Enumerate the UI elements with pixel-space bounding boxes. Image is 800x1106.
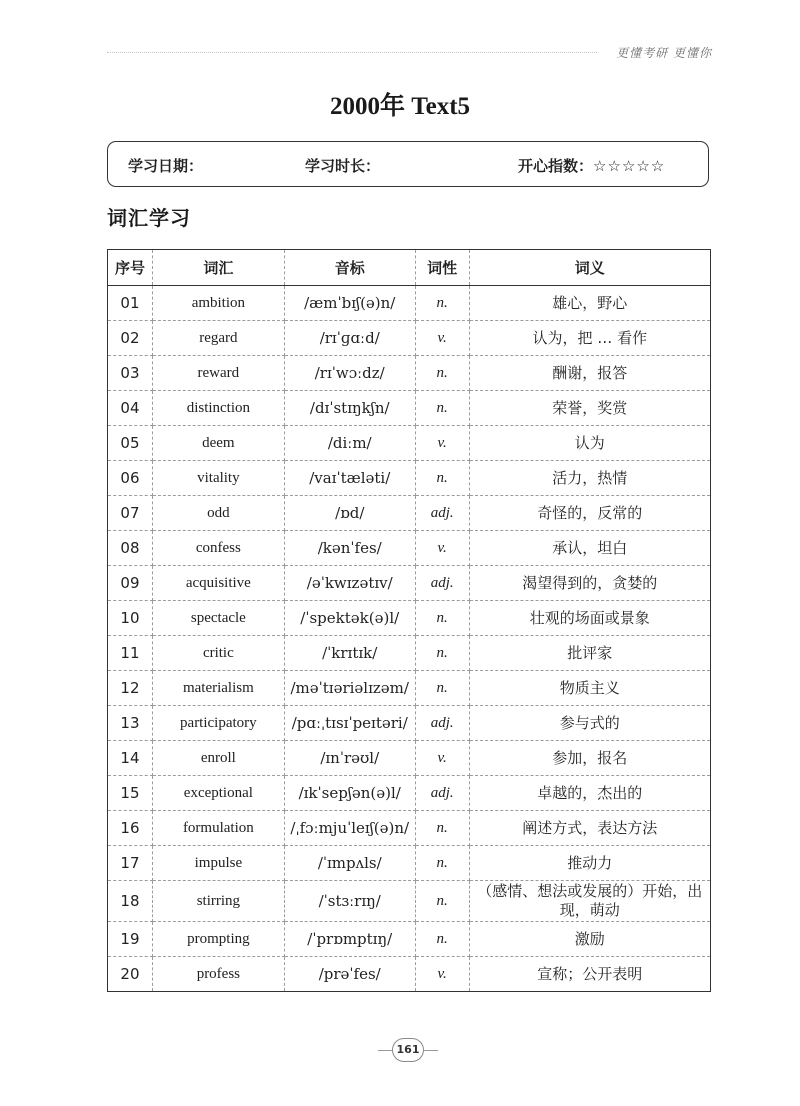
meaning-cell: 认为	[469, 426, 710, 461]
meaning-cell: （感情、想法或发展的）开始，出现，萌动	[469, 881, 710, 922]
phonetic-cell: /ˈprɒmptɪŋ/	[284, 922, 415, 957]
table-row	[108, 846, 711, 881]
meaning-cell: 活力，热情	[469, 461, 710, 496]
part-of-speech-cell: n.	[415, 286, 469, 321]
section-title: 词汇学习	[107, 206, 191, 230]
word-cell: profess	[152, 957, 284, 992]
word-index-cell: 08	[108, 531, 153, 566]
phonetic-cell: /əˈkwɪzətɪv/	[284, 566, 415, 601]
word-cell: reward	[152, 356, 284, 391]
header-rule	[107, 52, 597, 53]
part-of-speech-cell: n.	[415, 811, 469, 846]
phonetic-cell: /məˈtɪəriəlɪzəm/	[284, 671, 415, 706]
phonetic-cell: /vaɪˈtæləti/	[284, 461, 415, 496]
meaning-cell: 壮观的场面或景象	[469, 601, 710, 636]
page-number-badge	[392, 1038, 424, 1062]
part-of-speech-cell: n.	[415, 601, 469, 636]
part-of-speech-cell: n.	[415, 846, 469, 881]
vocabulary-rows	[108, 286, 711, 992]
word-index-cell: 05	[108, 426, 153, 461]
table-row	[108, 601, 711, 636]
word-index-cell: 01	[108, 286, 153, 321]
table-row	[108, 922, 711, 957]
happiness-label: 开心指数：	[518, 157, 594, 175]
part-of-speech-cell: v.	[415, 957, 469, 992]
phonetic-cell: /prəˈfes/	[284, 957, 415, 992]
word-index-cell: 14	[108, 741, 153, 776]
word-index-cell: 17	[108, 846, 153, 881]
phonetic-cell: /ˈkrɪtɪk/	[284, 636, 415, 671]
phonetic-cell: /kənˈfes/	[284, 531, 415, 566]
study-info-box	[107, 141, 709, 187]
meaning-cell: 认为，把 … 看作	[469, 321, 710, 356]
word-cell: stirring	[152, 881, 284, 922]
table-row	[108, 881, 711, 922]
part-of-speech-cell: adj.	[415, 496, 469, 531]
phonetic-cell: /dɪˈstɪŋkʃn/	[284, 391, 415, 426]
phonetic-cell: /ɒd/	[284, 496, 415, 531]
word-cell: regard	[152, 321, 284, 356]
meaning-cell: 荣誉，奖赏	[469, 391, 710, 426]
word-cell: spectacle	[152, 601, 284, 636]
table-row	[108, 356, 711, 391]
word-cell: critic	[152, 636, 284, 671]
page-number: 161	[392, 1038, 424, 1062]
part-of-speech-cell: adj.	[415, 566, 469, 601]
table-row	[108, 636, 711, 671]
happiness-index	[518, 155, 665, 176]
part-of-speech-cell: v.	[415, 741, 469, 776]
phonetic-cell: /rɪˈwɔːdz/	[284, 356, 415, 391]
word-cell: vitality	[152, 461, 284, 496]
meaning-cell: 宣称；公开表明	[469, 957, 710, 992]
page-number-rule-left	[378, 1050, 392, 1051]
col-header-word: 词汇	[152, 250, 284, 286]
meaning-cell: 雄心，野心	[469, 286, 710, 321]
table-row	[108, 811, 711, 846]
table-row	[108, 391, 711, 426]
table-row	[108, 496, 711, 531]
meaning-cell: 卓越的，杰出的	[469, 776, 710, 811]
word-index-cell: 07	[108, 496, 153, 531]
part-of-speech-cell: v.	[415, 426, 469, 461]
vocabulary-table	[107, 249, 711, 992]
table-row	[108, 957, 711, 992]
part-of-speech-cell: n.	[415, 671, 469, 706]
meaning-cell: 批评家	[469, 636, 710, 671]
word-index-cell: 09	[108, 566, 153, 601]
col-header-pos: 词性	[415, 250, 469, 286]
meaning-cell: 奇怪的，反常的	[469, 496, 710, 531]
word-cell: prompting	[152, 922, 284, 957]
meaning-cell: 酬谢，报答	[469, 356, 710, 391]
header-slogan: 更懂考研 更懂你	[616, 46, 712, 60]
word-index-cell: 12	[108, 671, 153, 706]
word-index-cell: 18	[108, 881, 153, 922]
meaning-cell: 阐述方式，表达方法	[469, 811, 710, 846]
part-of-speech-cell: adj.	[415, 776, 469, 811]
word-cell: ambition	[152, 286, 284, 321]
word-index-cell: 02	[108, 321, 153, 356]
col-header-phonetic: 音标	[284, 250, 415, 286]
col-header-index: 序号	[108, 250, 153, 286]
part-of-speech-cell: adj.	[415, 706, 469, 741]
word-cell: distinction	[152, 391, 284, 426]
star-rating-icon[interactable]: ☆☆☆☆☆	[593, 157, 666, 175]
meaning-cell: 推动力	[469, 846, 710, 881]
word-cell: acquisitive	[152, 566, 284, 601]
word-index-cell: 11	[108, 636, 153, 671]
table-row	[108, 461, 711, 496]
meaning-cell: 物质主义	[469, 671, 710, 706]
word-cell: enroll	[152, 741, 284, 776]
word-index-cell: 20	[108, 957, 153, 992]
word-index-cell: 13	[108, 706, 153, 741]
study-duration-label: 学习时长：	[305, 157, 381, 175]
word-index-cell: 16	[108, 811, 153, 846]
meaning-cell: 渴望得到的，贪婪的	[469, 566, 710, 601]
phonetic-cell: /pɑːˌtɪsɪˈpeɪtəri/	[284, 706, 415, 741]
word-index-cell: 06	[108, 461, 153, 496]
meaning-cell: 激励	[469, 922, 710, 957]
phonetic-cell: /diːm/	[284, 426, 415, 461]
table-row	[108, 566, 711, 601]
word-cell: materialism	[152, 671, 284, 706]
table-row	[108, 671, 711, 706]
word-index-cell: 04	[108, 391, 153, 426]
part-of-speech-cell: n.	[415, 881, 469, 922]
phonetic-cell: /ɪkˈsepʃən(ə)l/	[284, 776, 415, 811]
word-cell: impulse	[152, 846, 284, 881]
phonetic-cell: /ˈɪmpʌls/	[284, 846, 415, 881]
part-of-speech-cell: n.	[415, 922, 469, 957]
phonetic-cell: /ˌfɔːmjuˈleɪʃ(ə)n/	[284, 811, 415, 846]
study-date-label: 学习日期：	[128, 157, 204, 175]
part-of-speech-cell: v.	[415, 321, 469, 356]
word-cell: exceptional	[152, 776, 284, 811]
table-row	[108, 321, 711, 356]
part-of-speech-cell: v.	[415, 531, 469, 566]
part-of-speech-cell: n.	[415, 391, 469, 426]
phonetic-cell: /ɪnˈrəʊl/	[284, 741, 415, 776]
phonetic-cell: /ˈspektək(ə)l/	[284, 601, 415, 636]
word-cell: odd	[152, 496, 284, 531]
part-of-speech-cell: n.	[415, 636, 469, 671]
page-number-rule-right	[424, 1050, 438, 1051]
meaning-cell: 参加，报名	[469, 741, 710, 776]
word-index-cell: 15	[108, 776, 153, 811]
word-index-cell: 19	[108, 922, 153, 957]
table-row	[108, 426, 711, 461]
meaning-cell: 承认，坦白	[469, 531, 710, 566]
table-row	[108, 531, 711, 566]
phonetic-cell: /ˈstɜːrɪŋ/	[284, 881, 415, 922]
table-row	[108, 741, 711, 776]
table-header-row	[108, 250, 711, 286]
phonetic-cell: /æmˈbɪʃ(ə)n/	[284, 286, 415, 321]
col-header-meaning: 词义	[469, 250, 710, 286]
part-of-speech-cell: n.	[415, 356, 469, 391]
table-row	[108, 706, 711, 741]
word-cell: deem	[152, 426, 284, 461]
table-row	[108, 286, 711, 321]
word-cell: formulation	[152, 811, 284, 846]
phonetic-cell: /rɪˈɡɑːd/	[284, 321, 415, 356]
table-row	[108, 776, 711, 811]
word-cell: confess	[152, 531, 284, 566]
word-cell: participatory	[152, 706, 284, 741]
word-index-cell: 10	[108, 601, 153, 636]
page-title: 2000年 Text5	[329, 93, 471, 120]
part-of-speech-cell: n.	[415, 461, 469, 496]
meaning-cell: 参与式的	[469, 706, 710, 741]
word-index-cell: 03	[108, 356, 153, 391]
